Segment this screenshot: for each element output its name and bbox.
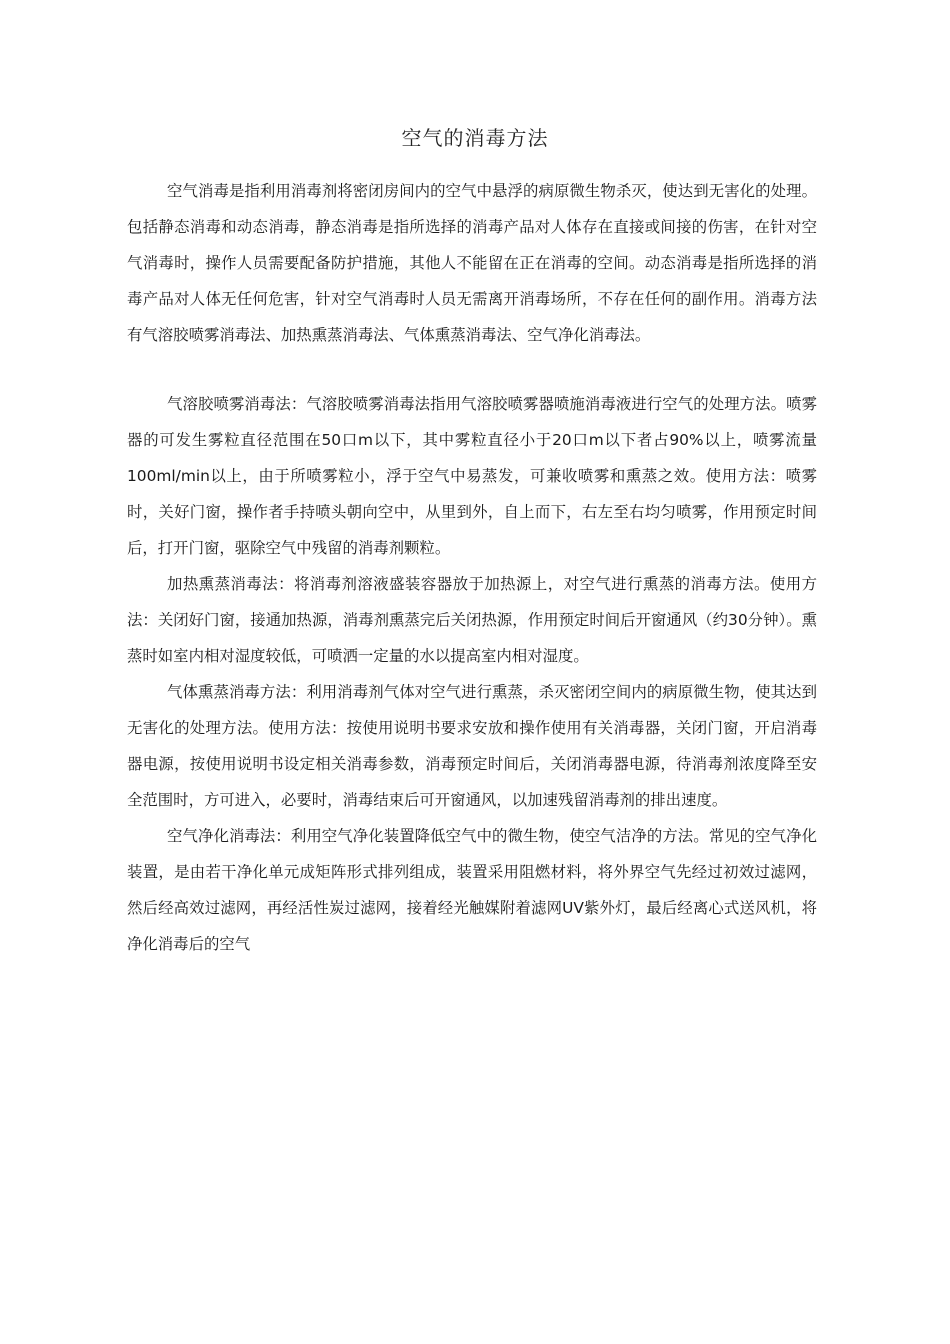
paragraph-gas-fumigation: 气体熏蒸消毒方法：利用消毒剂气体对空气进行熏蒸，杀灭密闭空间内的病原微生物，使其达到无害化的处理方法。使用方法：按使用说明书要求安放和操作使用有关消毒器，关闭门窗，开启消毒器电源，按使用说明书设定相关消毒参数，消毒预定时间后，关闭消毒器电源，待消毒剂浓度降至安全范围时，方可进入，必要时，消毒结束后可开窗通风，以加速残留消毒剂的排出速度。 bbox=[127, 683, 817, 809]
paragraph-aerosol-spray: 气溶胶喷雾消毒法：气溶胶喷雾消毒法指用气溶胶喷雾器喷施消毒液进行空气的处理方法。喷雾器的可发生雾粒直径范围在50口m以下，其中雾粒直径小于20口m以下者占90%以上，喷雾流量100ml/min以上，由于所喷雾粒小，浮于空气中易蒸发，可兼收喷雾和熏蒸之效。使用方法：喷雾时，关好门窗，操作者手持喷头朝向空中，从里到外，自上而下，右左至右均匀喷雾，作用预定时间后，打开门窗，驱除空气中残留的消毒剂颗粒。 bbox=[127, 395, 817, 557]
paragraph-intro: 空气消毒是指利用消毒剂将密闭房间内的空气中悬浮的病原微生物杀灭，使达到无害化的处理。包括静态消毒和动态消毒，静态消毒是指所选择的消毒产品对人体存在直接或间接的伤害，在针对空气消毒时，操作人员需要配备防护措施，其他人不能留在正在消毒的空间。动态消毒是指所选择的消毒产品对人体无任何危害，针对空气消毒时人员无需离开消毒场所，不存在任何的副作用。消毒方法有气溶胶喷雾消毒法、加热熏蒸消毒法、气体熏蒸消毒法、空气净化消毒法。 bbox=[127, 182, 817, 344]
paragraph-heat-fumigation: 加热熏蒸消毒法：将消毒剂溶液盛装容器放于加热源上，对空气进行熏蒸的消毒方法。使用方法：关闭好门窗，接通加热源，消毒剂熏蒸完后关闭热源，作用预定时间后开窗通风（约30分钟）。熏蒸时如室内相对湿度较低，可喷洒一定量的水以提高室内相对湿度。 bbox=[127, 575, 817, 665]
document-body bbox=[127, 173, 817, 962]
document-title: 空气的消毒方法 bbox=[401, 126, 549, 150]
paragraph-air-purification: 空气净化消毒法：利用空气净化装置降低空气中的微生物，使空气洁净的方法。常见的空气净化装置，是由若干净化单元成矩阵形式排列组成，装置采用阻燃材料，将外界空气先经过初效过滤网，然后经高效过滤网，再经活性炭过滤网，接着经光触媒附着滤网UV紫外灯，最后经离心式送风机，将净化消毒后的空气 bbox=[127, 827, 817, 953]
